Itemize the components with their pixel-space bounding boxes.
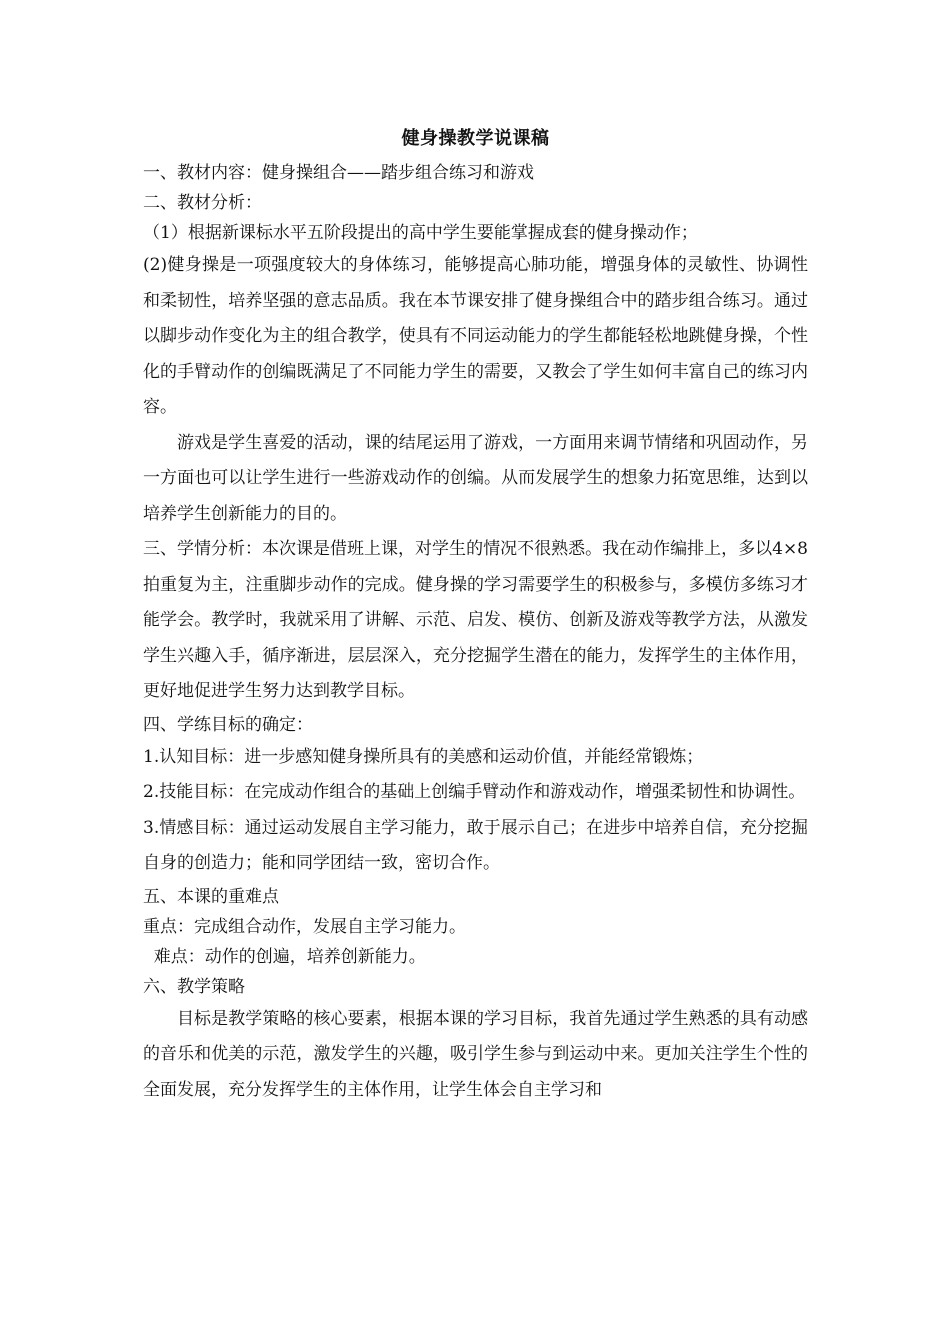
document-title: 健身操教学说课稿 xyxy=(401,128,550,149)
strategy-paragraph: 目标是教学策略的核心要素，根据本课的学习目标，我首先通过学生熟悉的具有动感的音乐和优美的示范，激发学生的兴趣，吸引学生参与到运动中来。更加关注学生个性的全面发展，充分发挥学生的主体作用，让学生体会自主学习和 xyxy=(143,1008,808,1100)
difficult-point: 难点：动作的创遍，培养创新能力。 xyxy=(143,946,426,967)
section-5-heading: 五、本课的重难点 xyxy=(143,886,279,907)
section-4-heading: 四、学练目标的确定： xyxy=(143,714,313,735)
section-6-heading: 六、教学策略 xyxy=(143,976,245,997)
section-2-heading: 二、教材分析： xyxy=(143,193,262,213)
goal-cognitive: 1.认知目标：进一步感知健身操所具有的美感和运动价值，并能经常锻炼； xyxy=(143,746,704,767)
goal-skill: 2.技能目标：在完成动作组合的基础上创编手臂动作和游戏动作，增强柔韧性和协调性。 xyxy=(143,782,806,802)
analysis-point-1: （1）根据新课标水平五阶段提出的高中学生要能掌握成套的健身操动作； xyxy=(143,223,698,243)
section-1-content: 一、教材内容：健身操组合——踏步组合练习和游戏 xyxy=(143,163,534,183)
analysis-point-2: (2)健身操是一项强度较大的身体练习，能够提高心肺功能，增强身体的灵敏性、协调性和柔韧性，培养坚强的意志品质。我在本节课安排了健身操组合中的踏步组合练习。通过以脚步动作变化为主的组合教学，使具有不同运动能力的学生都能轻松地跳健身操，个性化的手臂动作的创编既满足了不同能力学生的需要，又教会了学生如何丰富自己的练习内容。 xyxy=(143,255,808,417)
key-point: 重点：完成组合动作，发展自主学习能力。 xyxy=(143,916,466,937)
document-page xyxy=(143,122,808,1108)
section-3-learner-analysis: 三、学情分析：本次课是借班上课，对学生的情况不很熟悉。我在动作编排上，多以4×8拍重复为主，注重脚步动作的完成。健身操的学习需要学生的积极参与，多模仿多练习才能学会。教学时，我就采用了讲解、示范、启发、模仿、创新及游戏等教学方法，从激发学生兴趣入手，循序渐进，层层深入，充分挖掘学生潜在的能力，发挥学生的主体作用，更好地促进学生努力达到教学目标。 xyxy=(143,539,808,701)
goal-affective: 3.情感目标：通过运动发展自主学习能力，敢于展示自己；在进步中培养自信，充分挖掘自身的创造力；能和同学团结一致，密切合作。 xyxy=(143,817,808,873)
game-paragraph: 游戏是学生喜爱的活动，课的结尾运用了游戏，一方面用来调节情绪和巩固动作，另一方面也可以让学生进行一些游戏动作的创编。从而发展学生的想象力拓宽思维，达到以培养学生创新能力的目的。 xyxy=(143,432,808,524)
